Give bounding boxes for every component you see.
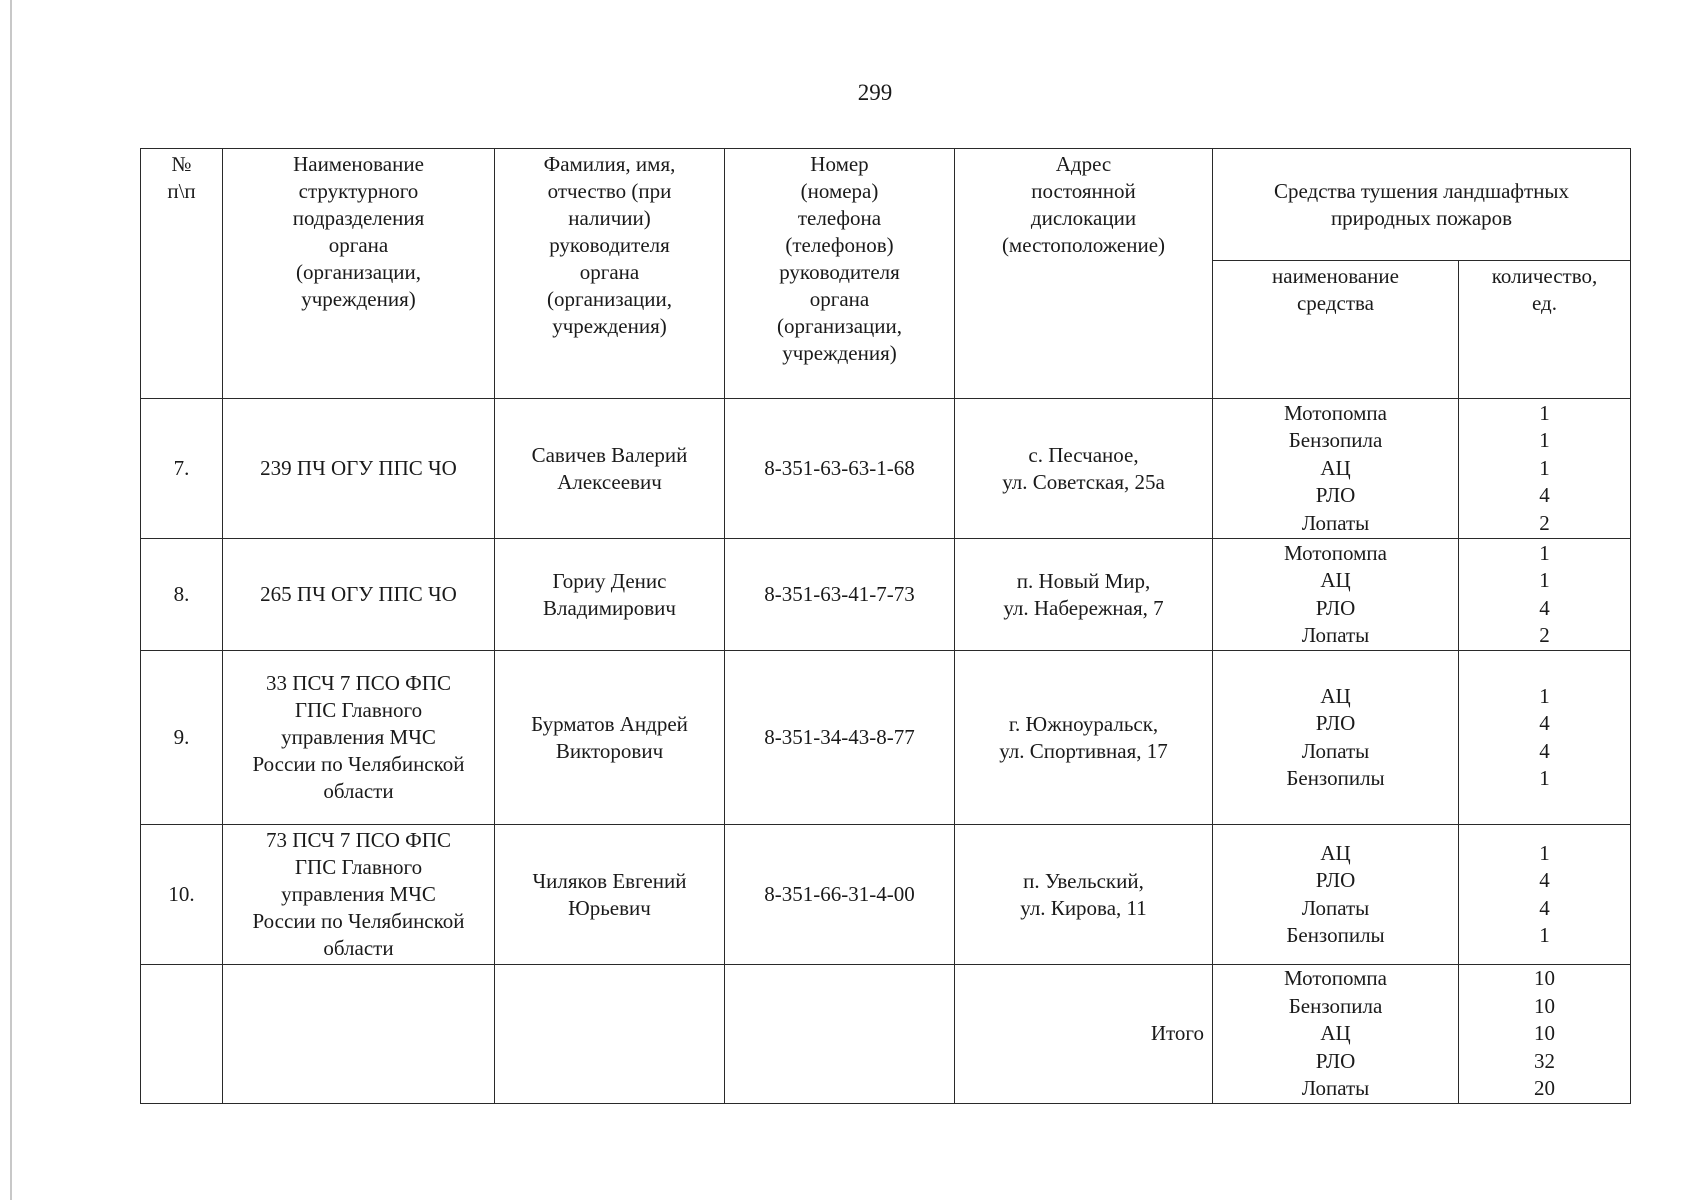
means-name: Мотопомпа	[1284, 540, 1387, 565]
means-qty: 1	[1539, 428, 1550, 453]
means-name: Лопаты	[1301, 623, 1370, 647]
row-means-names	[1213, 539, 1459, 651]
row-phone: 8-351-66-31-4-00	[725, 825, 955, 965]
means-name: Мотопомпа	[1284, 400, 1387, 425]
means-name: Бензопила	[1288, 428, 1383, 453]
scan-edge-line	[10, 0, 12, 1200]
table-row	[141, 651, 1631, 825]
row-phone: 8-351-63-41-7-73	[725, 539, 955, 651]
total-row	[141, 965, 1631, 1104]
total-empty-cell	[495, 965, 725, 1104]
total-label: Итого	[955, 965, 1213, 1104]
row-unit: 33 ПСЧ 7 ПСО ФПС ГПС Главного управления МЧС России по Челябинской области	[223, 651, 495, 825]
means-qty: 10	[1534, 1021, 1555, 1045]
row-address: г. Южноуральск, ул. Спортивная, 17	[955, 651, 1213, 825]
means-name: РЛО	[1315, 1048, 1356, 1073]
table-row	[141, 399, 1631, 539]
row-phone: 8-351-34-43-8-77	[725, 651, 955, 825]
means-qty: 4	[1539, 595, 1550, 620]
means-name: РЛО	[1315, 868, 1356, 892]
means-name: Лопаты	[1301, 895, 1370, 920]
table-row	[141, 539, 1631, 651]
row-head-name: Савичев Валерий Алексеевич	[495, 399, 725, 539]
fire-means-table	[140, 148, 1631, 1104]
means-qty: 1	[1539, 840, 1550, 865]
row-address: с. Песчаное, ул. Советская, 25а	[955, 399, 1213, 539]
means-qty: 4	[1539, 711, 1550, 735]
table-row	[141, 825, 1631, 965]
means-qty: 10	[1534, 993, 1555, 1018]
means-name: Бензопила	[1288, 993, 1383, 1018]
means-qty: 1	[1539, 683, 1550, 708]
row-num: 8.	[141, 539, 223, 651]
row-address: п. Новый Мир, ул. Набережная, 7	[955, 539, 1213, 651]
means-name: Мотопомпа	[1284, 966, 1387, 990]
row-num: 7.	[141, 399, 223, 539]
means-name: АЦ	[1320, 568, 1351, 592]
means-qty: 4	[1539, 895, 1550, 920]
row-means-qtys	[1459, 651, 1631, 825]
row-head-name: Гориу Денис Владимирович	[495, 539, 725, 651]
row-means-qtys	[1459, 399, 1631, 539]
means-qty: 2	[1539, 623, 1550, 647]
total-empty-cell	[141, 965, 223, 1104]
header-means-name: наименование средства	[1213, 261, 1459, 399]
means-name: Лопаты	[1301, 510, 1370, 535]
means-qty: 1	[1539, 455, 1550, 480]
means-qty: 4	[1539, 483, 1550, 508]
means-name: Бензопилы	[1286, 766, 1385, 790]
page-number: 299	[857, 80, 893, 105]
means-qty: 4	[1539, 868, 1550, 892]
means-name: АЦ	[1320, 1021, 1351, 1045]
row-address: п. Увельский, ул. Кирова, 11	[955, 825, 1213, 965]
header-phone: Номер (номера) телефона (телефонов) руководителя органа (организации, учреждения)	[725, 149, 955, 399]
row-unit: 265 ПЧ ОГУ ППС ЧО	[223, 539, 495, 651]
means-name: РЛО	[1315, 711, 1356, 735]
means-qty: 4	[1539, 738, 1550, 763]
total-means-qtys	[1459, 965, 1631, 1104]
means-name: РЛО	[1315, 483, 1356, 508]
row-unit: 73 ПСЧ 7 ПСО ФПС ГПС Главного управления МЧС России по Челябинской области	[223, 825, 495, 965]
means-qty: 1	[1539, 400, 1550, 425]
means-qty: 1	[1539, 540, 1550, 565]
means-qty: 32	[1534, 1048, 1555, 1073]
header-row	[141, 149, 1631, 261]
means-qty: 1	[1539, 923, 1550, 947]
row-phone: 8-351-63-63-1-68	[725, 399, 955, 539]
header-unit: Наименование структурного подразделения органа (организации, учреждения)	[223, 149, 495, 399]
means-qty: 1	[1539, 568, 1550, 592]
means-name: АЦ	[1320, 840, 1351, 865]
row-num: 9.	[141, 651, 223, 825]
means-qty: 20	[1534, 1076, 1555, 1100]
header-num: № п\п	[141, 149, 223, 399]
means-name: Бензопилы	[1286, 923, 1385, 947]
row-means-names	[1213, 651, 1459, 825]
means-name: АЦ	[1320, 455, 1351, 480]
means-name: РЛО	[1315, 595, 1356, 620]
row-unit: 239 ПЧ ОГУ ППС ЧО	[223, 399, 495, 539]
row-head-name: Чиляков Евгений Юрьевич	[495, 825, 725, 965]
means-name: Лопаты	[1301, 738, 1370, 763]
header-address: Адрес постоянной дислокации (местоположение)	[955, 149, 1213, 399]
means-name: Лопаты	[1301, 1076, 1370, 1100]
row-means-names	[1213, 825, 1459, 965]
total-means-names	[1213, 965, 1459, 1104]
row-means-names	[1213, 399, 1459, 539]
total-empty-cell	[223, 965, 495, 1104]
row-num: 10.	[141, 825, 223, 965]
means-qty: 1	[1539, 766, 1550, 790]
row-means-qtys	[1459, 539, 1631, 651]
header-head-name: Фамилия, имя, отчество (при наличии) руководителя органа (организации, учреждения)	[495, 149, 725, 399]
row-means-qtys	[1459, 825, 1631, 965]
means-name: АЦ	[1320, 683, 1351, 708]
header-means-group: Средства тушения ландшафтных природных пожаров	[1213, 149, 1631, 261]
header-means-qty: количество, ед.	[1459, 261, 1631, 399]
total-empty-cell	[725, 965, 955, 1104]
row-head-name: Бурматов Андрей Викторович	[495, 651, 725, 825]
means-qty: 2	[1539, 510, 1550, 535]
means-qty: 10	[1534, 966, 1555, 990]
